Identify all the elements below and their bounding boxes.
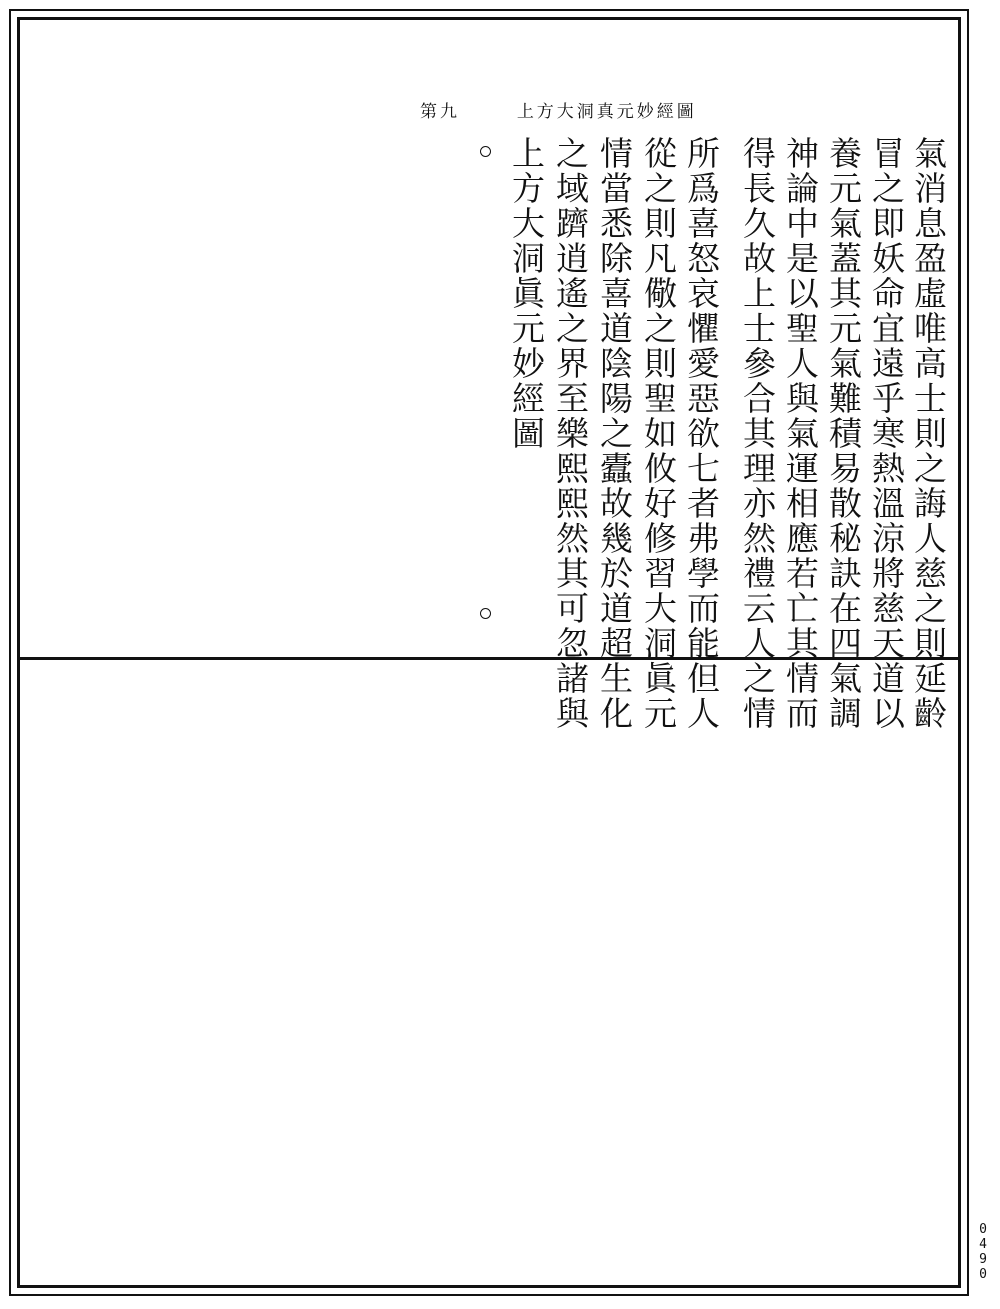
header-title: 上方大洞真元妙經圖	[516, 102, 697, 122]
page-number: 0490	[979, 1222, 987, 1282]
text-column-4: 神論中是以聖人與氣運相應若亡其情而	[781, 136, 820, 731]
text-column-5: 得長久故上士參合其理亦然禮云人之情	[738, 136, 777, 731]
text-column-2: 冒之即妖命宜遠乎寒熱溫涼將慈天道以	[867, 136, 906, 731]
circle-mark-icon	[480, 608, 491, 619]
header-section: 第九	[420, 102, 460, 122]
text-column-8: 情當悉除喜道陰陽之蠹故幾於道超生化	[595, 136, 634, 731]
running-header	[420, 97, 740, 122]
text-column-1: 氣消息盈虛唯高士則之誨人慈之則延齡	[909, 136, 948, 731]
text-column-7: 從之則凡儆之則聖如攸好修習大洞眞元	[639, 136, 678, 731]
text-column-title: 上方大洞眞元妙經圖	[507, 136, 546, 451]
text-column-6: 所爲喜怒哀懼愛惡欲七者弗學而能但人	[682, 136, 721, 731]
text-column-3: 養元氣蓋其元氣難積易散秘訣在四氣調	[824, 136, 863, 731]
circle-mark-icon	[480, 146, 491, 157]
text-column-9: 之域躋逍遙之界至樂熙熙然其可忽諸與	[551, 136, 590, 731]
